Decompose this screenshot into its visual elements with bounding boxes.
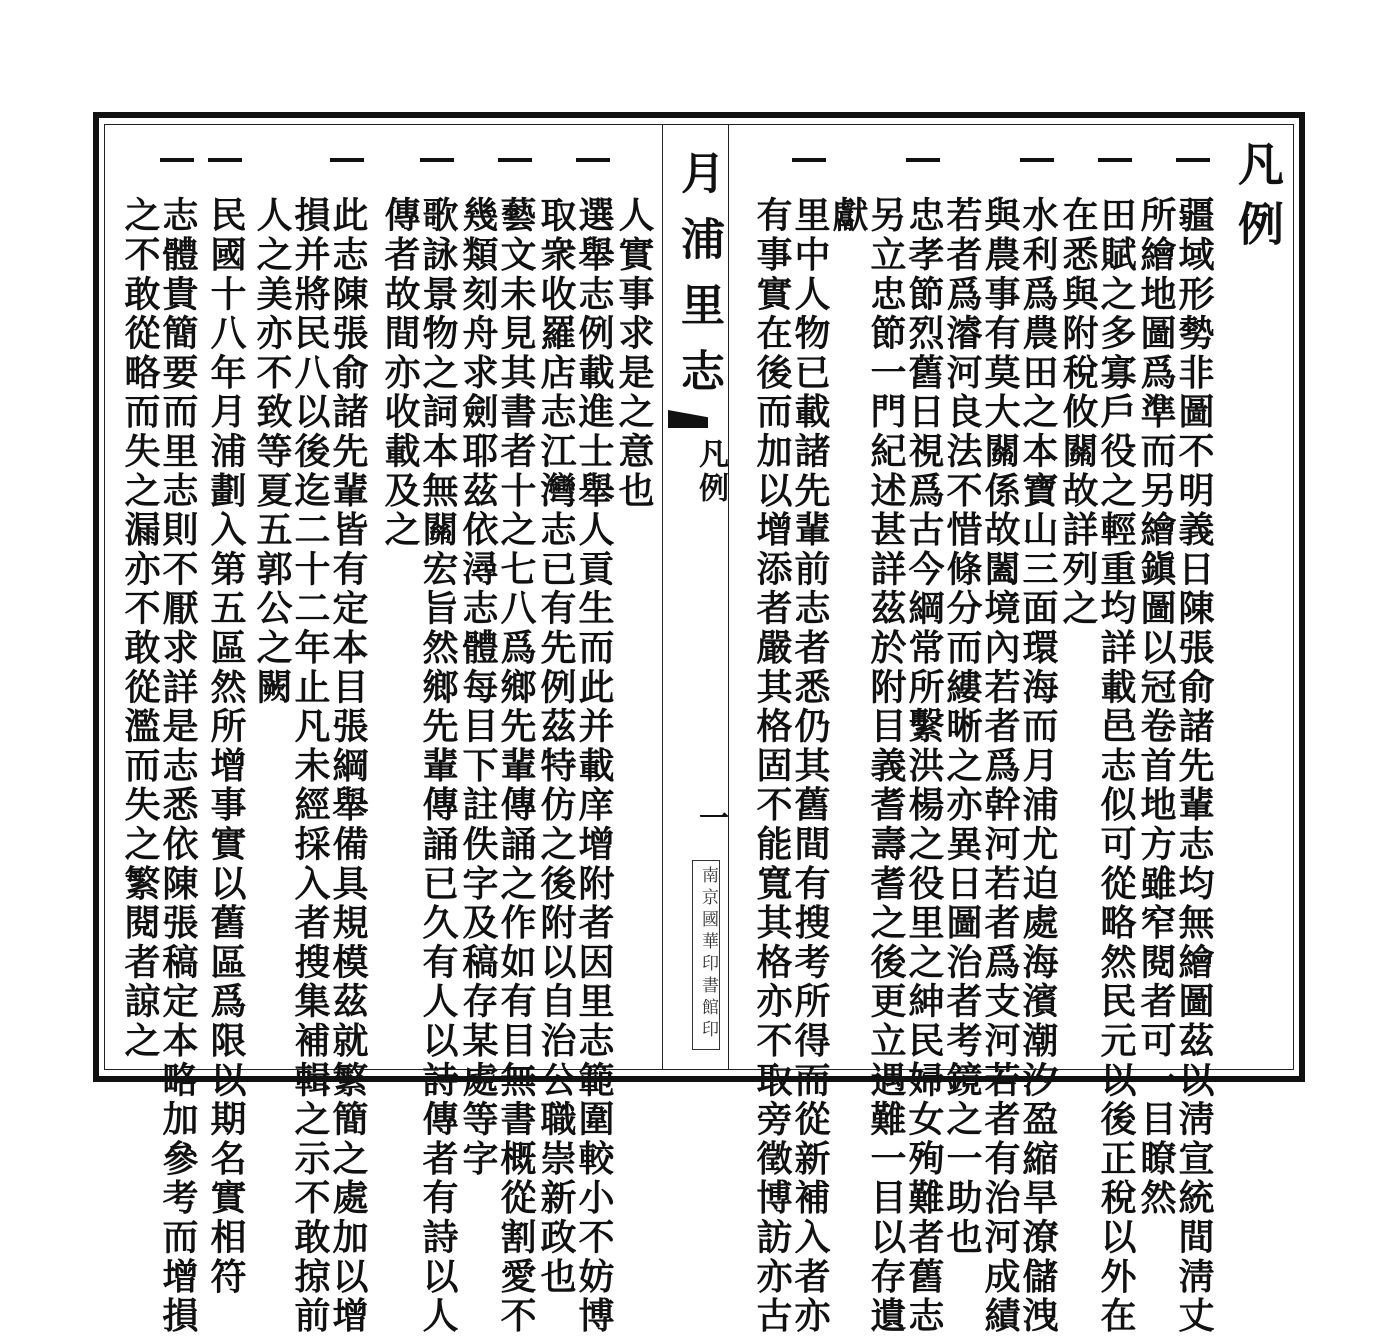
text-column: 有事實在後而加以增添者嚴其格固不能寬其格亦不取旁徵博訪亦古 bbox=[751, 196, 793, 1336]
text-column: 取衆收羅店志江灣志已有先例茲特仿之後附以自治公職崇新政也 bbox=[535, 196, 577, 1297]
text-column: 與農事有莫大關係故闔境內若者爲幹河若者爲支河若者有治河成績 bbox=[979, 196, 1021, 1336]
text-column: 歌詠景物之詞本無關宏旨然鄉先輩傳誦已久有人以詩傳者有詩以人 bbox=[417, 196, 459, 1336]
text-column: 之不敢從略而失之漏亦不敢從濫而失之繁閱者諒之 bbox=[119, 196, 161, 1061]
text-column: 水利爲農田之本寶山三面環海而月浦尤迫處海濱潮汐盈縮旱潦儲洩 bbox=[1017, 196, 1059, 1336]
text-column: 民國十八年月浦劃入第五區然所增事實以舊區爲限以期名實相符 bbox=[205, 196, 247, 1297]
text-column: 人之美亦不致等夏五郭公之闕 bbox=[251, 196, 293, 707]
page-number: 一 bbox=[693, 802, 728, 832]
text-column: 此志陳張俞諸先輩皆有定本目張綱舉備具規模茲就繁簡之處加以增 bbox=[327, 196, 369, 1336]
section-heading: 凡例 bbox=[1231, 140, 1285, 260]
entry-marker bbox=[498, 158, 532, 162]
text-column: 幾類刻舟求劍耶茲依潯志體每目下註佚字及稿存某處等字 bbox=[457, 196, 499, 1179]
book-title: 月浦里志 bbox=[673, 150, 724, 414]
text-column: 所繪地圖爲準而另繪鎭圖以冠卷首地方雖窄閱者可一目瞭然 bbox=[1135, 196, 1177, 1218]
entry-marker bbox=[1098, 158, 1132, 162]
text-column: 獻 bbox=[827, 196, 869, 236]
text-column: 忠孝節烈舊日視爲古今綱常所繫洪楊之役里之紳民婦女殉難者舊志 bbox=[903, 196, 945, 1336]
text-column: 藝文未見其書者十之七八爲鄉先輩傳誦之作如有目無書概從割愛不 bbox=[495, 196, 537, 1336]
text-column: 選舉志例載進士舉人貢生而此并載庠增附者因里志範圍較小不妨博 bbox=[573, 196, 615, 1336]
entry-marker bbox=[906, 158, 940, 162]
entry-marker bbox=[160, 158, 194, 162]
text-column: 若者爲濬河良法不惜條分而縷晰之亦異日圖治者考鏡之一助也 bbox=[941, 196, 983, 1258]
text-column: 疆域形勢非圖不明義日陳張俞諸先輩志均無繪圖茲以淸宣統間淸丈 bbox=[1173, 196, 1215, 1336]
publisher-imprint: 南京國華印書館印 bbox=[698, 866, 718, 1042]
entry-marker bbox=[420, 158, 454, 162]
text-column: 另立忠節一門紀述甚詳茲於附目義耆壽耆之後更立遇難一目以存遺 bbox=[865, 196, 907, 1336]
text-column: 傳者故間亦收載及之 bbox=[379, 196, 421, 550]
text-column: 在悉與附稅攸關故詳列之 bbox=[1057, 196, 1099, 629]
text-column: 人實事求是之意也 bbox=[613, 196, 655, 511]
section-label: 凡例 bbox=[693, 438, 728, 506]
entry-marker bbox=[330, 158, 364, 162]
entry-marker bbox=[576, 158, 610, 162]
text-column: 田賦之多寡戶役之輕重均詳載邑志似可從略然民元以後正稅以外在 bbox=[1095, 196, 1137, 1336]
fold-line-left bbox=[662, 124, 663, 1070]
entry-marker bbox=[1176, 158, 1210, 162]
text-column: 志體貴簡要而里志則不厭求詳是志悉依陳張稿定本略加參考而增損 bbox=[157, 196, 199, 1336]
text-column: 里中人物已載諸先輩前志者悉仍其舊間有搜考所得而從新補入者亦 bbox=[789, 196, 831, 1336]
entry-marker bbox=[792, 158, 826, 162]
entry-marker bbox=[208, 158, 242, 162]
text-column: 損并將民八以後迄二十二年止凡未經採入者搜集補輯之示不敢掠前 bbox=[289, 196, 331, 1336]
entry-marker bbox=[1020, 158, 1054, 162]
